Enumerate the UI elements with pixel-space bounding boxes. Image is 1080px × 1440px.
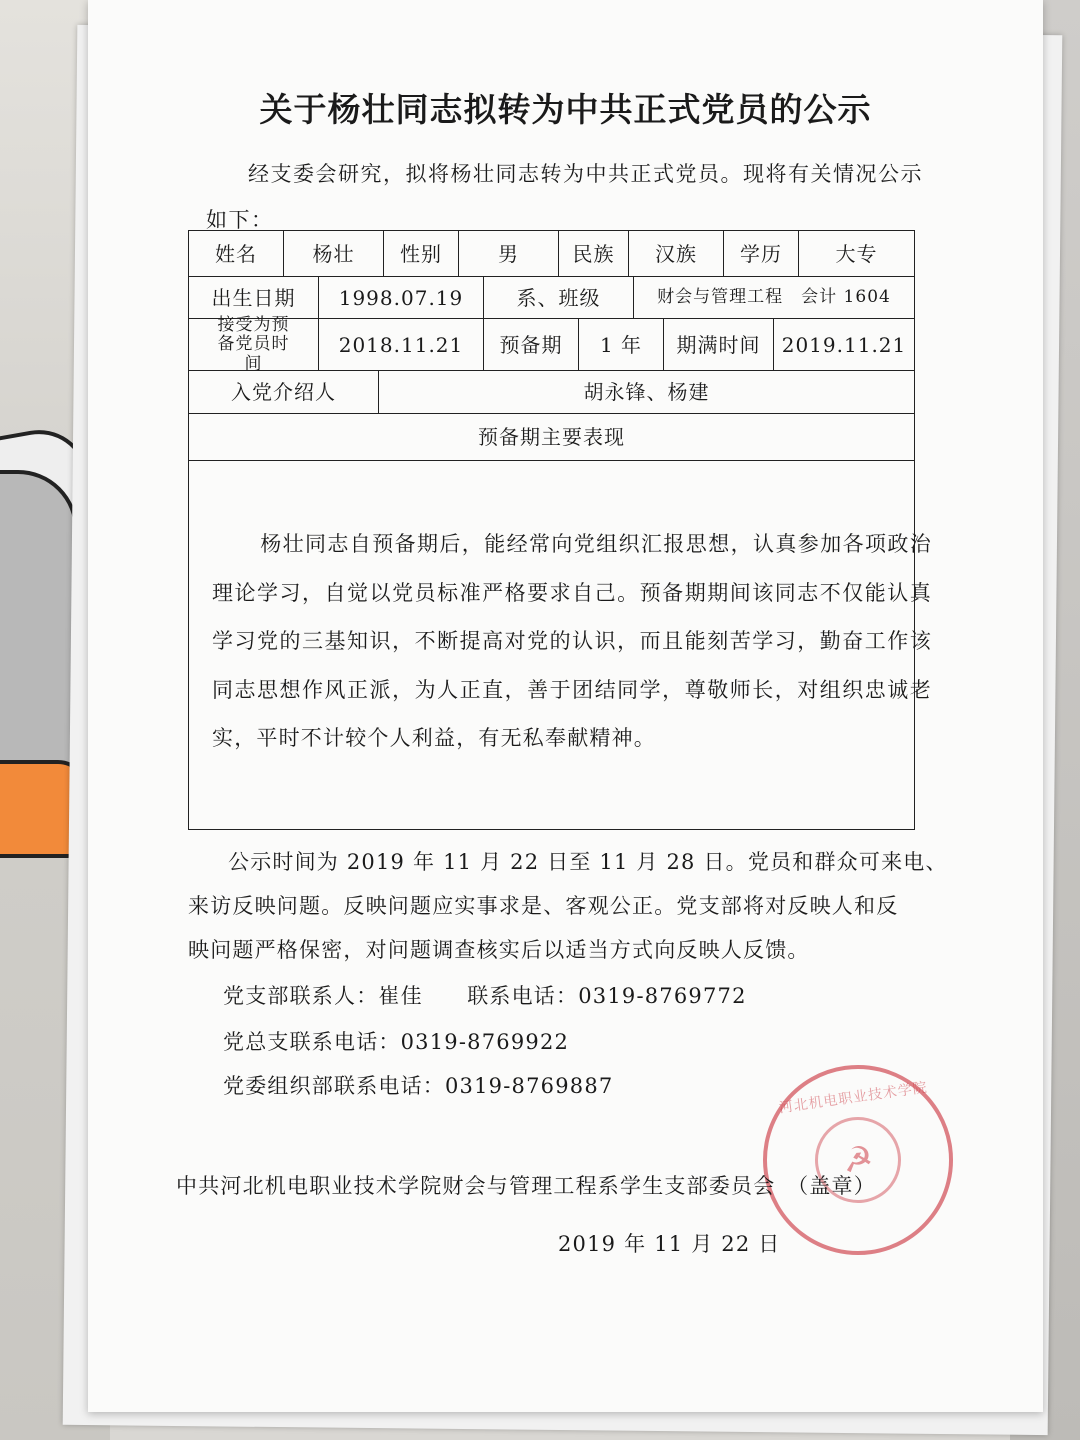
probation-start-value: 2018.11.21 bbox=[319, 319, 484, 371]
name-value: 杨壮 bbox=[284, 231, 384, 277]
performance-paragraph: 杨壮同志自预备期后，能经常向党组织汇报思想，认真参加各项政治理论学习，自觉以党员标准严格要求自己。预备期期间该同志不仅能认真学习党的三基知识，不断提高对党的认识，而且能刻苦学习，勤奋工作该同志思想作风正派，为人正直，善于团结同学，尊敬师长，对组织忠诚老实，平时不计较个人利益，有无私奉献精神。 bbox=[212, 532, 932, 750]
contact-line-3: 党委组织部联系电话：0319-8769887 bbox=[223, 1074, 614, 1098]
birth-label: 出生日期 bbox=[189, 277, 319, 319]
probation-period-value: 1 年 bbox=[579, 319, 664, 371]
table-row bbox=[189, 314, 914, 374]
notice-line-2: 来访反映问题。反映问题应实事求是、客观公正。党支部将对反映人和反 bbox=[188, 894, 899, 918]
mascot-decoration bbox=[0, 470, 78, 778]
education-label: 学历 bbox=[724, 231, 799, 277]
probation-start-label: 接受为预备党员时间 bbox=[189, 319, 319, 371]
expiry-label: 期满时间 bbox=[664, 319, 774, 371]
gender-value: 男 bbox=[459, 231, 559, 277]
expiry-value: 2019.11.21 bbox=[781, 332, 907, 357]
notice-document bbox=[88, 0, 1043, 1412]
introducer-value: 胡永锋、杨建 bbox=[583, 380, 710, 404]
contact-line-1: 党支部联系人：崔佳 联系电话：0319-8769772 bbox=[223, 984, 747, 1008]
party-emblem-icon: ☭ bbox=[809, 1111, 906, 1208]
introducer-label: 入党介绍人 bbox=[189, 371, 379, 414]
ethnicity-value: 汉族 bbox=[629, 231, 724, 277]
name-label: 姓名 bbox=[189, 231, 284, 277]
performance-text bbox=[212, 520, 932, 763]
issue-date: 2019 年 11 月 22 日 bbox=[558, 1232, 781, 1256]
education-value: 大专 bbox=[835, 241, 878, 266]
probation-period-label: 预备期 bbox=[484, 319, 579, 371]
ethnicity-label: 民族 bbox=[559, 231, 629, 277]
intro-line-2: 如下： bbox=[206, 208, 274, 232]
table-row bbox=[189, 371, 914, 414]
notice-line-3: 映问题严格保密，对问题调查核实后以适当方式向反映人反馈。 bbox=[188, 938, 810, 962]
table-row bbox=[189, 414, 914, 461]
table-row bbox=[189, 231, 914, 277]
table-row bbox=[189, 277, 914, 319]
gender-label: 性别 bbox=[384, 231, 459, 277]
birth-value: 1998.07.19 bbox=[319, 277, 484, 319]
class-label: 系、班级 bbox=[484, 277, 634, 319]
document-title: 关于杨壮同志拟转为中共正式党员的公示 bbox=[259, 90, 872, 129]
contact-line-2: 党总支联系电话：0319-8769922 bbox=[223, 1030, 570, 1054]
class-value: 财会与管理工程 会计 1604 bbox=[657, 287, 891, 308]
notice-line-1: 公示时间为 2019 年 11 月 22 日至 11 月 28 日。党员和群众可来电、 bbox=[228, 850, 948, 874]
seal-text: 河北机电职业技术学院 bbox=[777, 1079, 929, 1117]
performance-header: 预备期主要表现 bbox=[478, 425, 625, 449]
intro-line-1: 经支委会研究，拟将杨壮同志转为中共正式党员。现将有关情况公示 bbox=[248, 162, 923, 186]
issuer-line: 中共河北机电职业技术学院财会与管理工程系学生支部委员会 （盖章） bbox=[176, 1174, 876, 1198]
